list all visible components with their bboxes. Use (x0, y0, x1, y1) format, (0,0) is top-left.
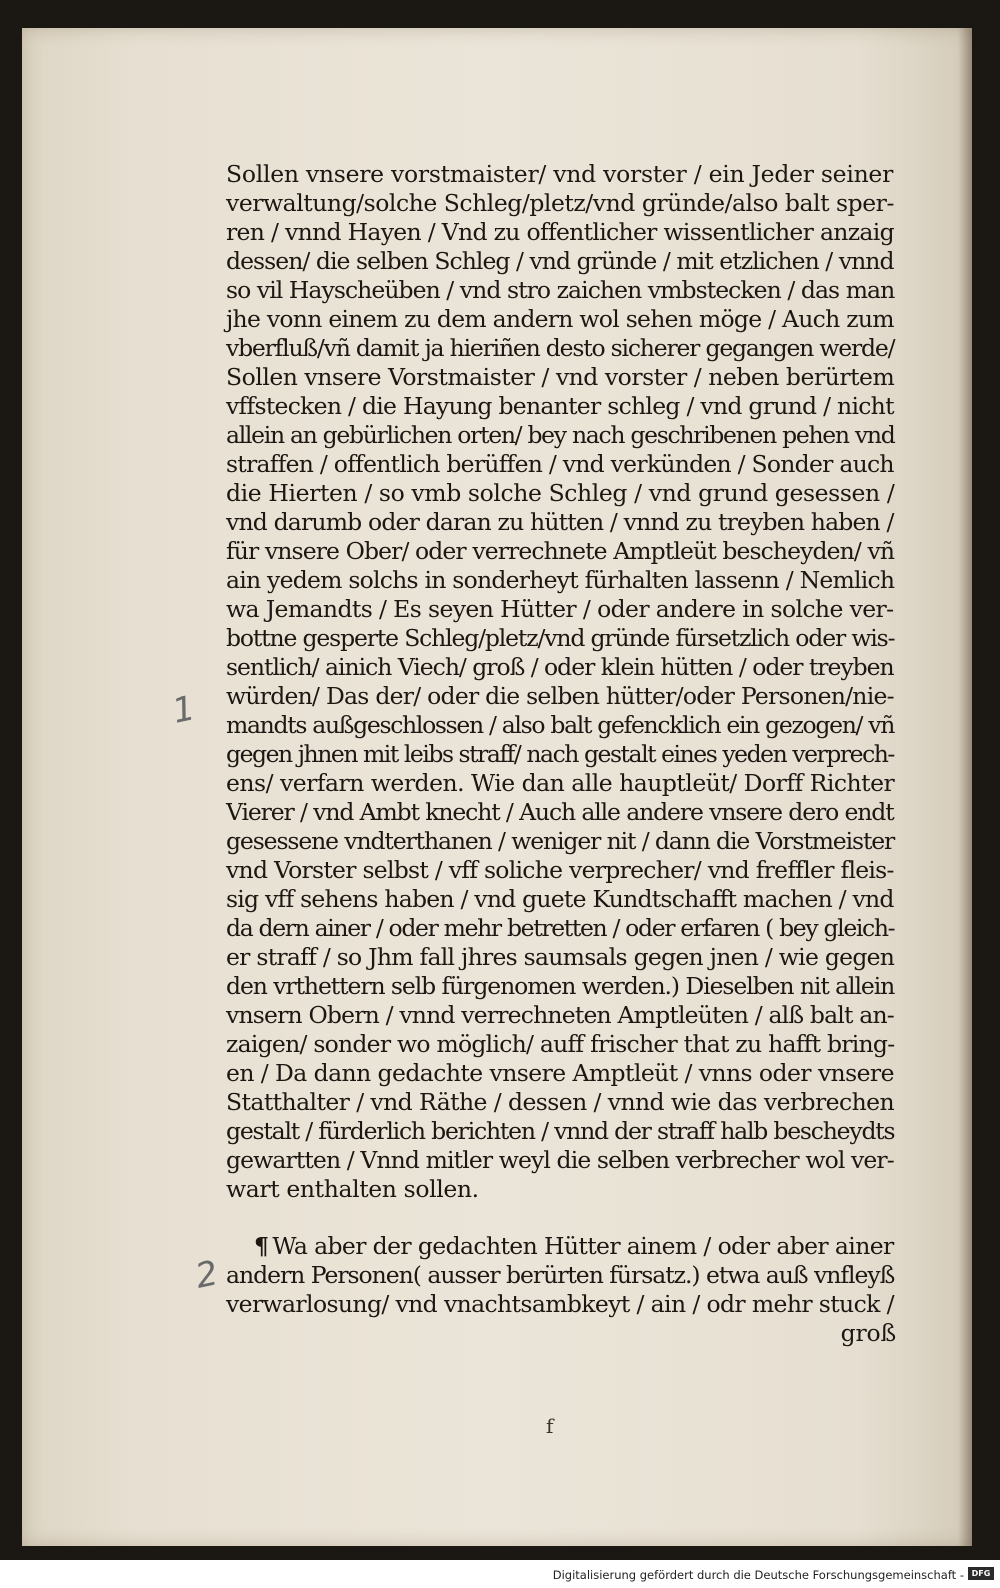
text-line: für vnsere Ober/ oder verrechnete Amptleüt bescheyden/ vñ (226, 537, 895, 565)
text-line: jhe vonn einem zu dem andern wol sehen möge / Auch zum (226, 305, 894, 333)
text-line: gesessene vndterthanen / weniger nit / dann die Vorstmeister (226, 827, 895, 855)
paragraph-2 (226, 1232, 898, 1319)
text-line: bottne gesperte Schleg/pletz/vnd gründe fürsetzlich oder wis- (226, 624, 895, 652)
text-line: vnd darumb oder daran zu hütten / vnnd zu treyben haben / (226, 508, 894, 536)
text-line: sentlich/ ainich Viech/ groß / oder klein hütten / oder treyben (226, 653, 894, 681)
text-line: mandts außgeschlossen / also balt gefencklich ein gezogen/ vñ (226, 711, 895, 739)
text-line: so vil Hayscheüben / vnd stro zaichen vmbstecken / das man (226, 276, 895, 304)
text-line: straffen / offentlich berüffen / vnd verkünden / Sonder auch (226, 450, 894, 478)
text-line: würden/ Das der/ oder die selben hütter/oder Personen/nie- (226, 682, 894, 710)
text-line: Statthalter / vnd Räthe / dessen / vnnd wie das verbrechen (226, 1088, 895, 1116)
text-line: gegen jhnen mit leibs straff/ nach gestalt eines yeden verprech- (226, 740, 894, 768)
text-block (226, 160, 898, 1348)
paragraph-1 (226, 160, 898, 1204)
footer-bar (0, 1560, 1000, 1588)
page-gutter-shadow (958, 28, 972, 1546)
pilcrow-mark: ¶ (254, 1232, 269, 1260)
dfg-logo: DFG (968, 1567, 994, 1580)
text-line: ens/ verfarn werden. Wie dan alle hauptleüt/ Dorff Richter (226, 769, 895, 797)
signature-mark: f (546, 1414, 554, 1438)
text-line: die Hierten / so vmb solche Schleg / vnd grund gesessen / (226, 479, 895, 507)
text-line: dessen/ die selben Schleg / vnd gründe / mit etzlichen / vnnd (226, 247, 894, 275)
text-line: wart enthalten sollen. (226, 1175, 479, 1203)
text-line: vberfluß/vñ damit ja hieriñen desto sicherer gegangen werde/ (226, 334, 895, 362)
text-line: vnd Vorster selbst / vff soliche verprecher/ vnd freffler fleis- (226, 856, 894, 884)
pencil-margin-mark-2: 2 (192, 1253, 222, 1297)
text-line: vnsern Obern / vnnd verrechneten Amptleüten / alß balt an- (226, 1001, 894, 1029)
text-line (226, 1232, 898, 1261)
text-line: ain yedem solchs in sonderheyt fürhalten lassenn / Nemlich (226, 566, 895, 594)
text-line: en / Da dann gedachte vnsere Amptleüt / vnns oder vnsere (226, 1059, 894, 1087)
pencil-margin-mark-1: 1 (169, 688, 199, 732)
text-line: Sollen vnsere Vorstmaister / vnd vorster / neben berürtem (226, 363, 895, 391)
text-line: ren / vnnd Hayen / Vnd zu offentlicher wissentlicher anzaig (226, 218, 894, 246)
text-line: Sollen vnsere vorstmaister/ vnd vorster / ein Jeder seiner (226, 160, 894, 188)
text-line: verwarlosung/ vnd vnachtsambkeyt / ain / odr mehr stuck / (226, 1290, 894, 1318)
text-line: gewartten / Vnnd mitler weyl die selben verbrecher wol ver- (226, 1146, 894, 1174)
text-line: allein an gebürlichen orten/ bey nach geschribenen pehen vnd (226, 421, 895, 449)
dfg-credit-text: Digitalisierung gefördert durch die Deutsche Forschungsgemeinschaft - (552, 1568, 964, 1582)
text-line: Vierer / vnd Ambt knecht / Auch alle andere vnsere dero endt (226, 798, 894, 826)
text-line: andern Personen( ausser berürten fürsatz.) etwa auß vnfleyß (226, 1261, 895, 1289)
text-line: da dern ainer / oder mehr betretten / oder erfaren ( bey gleich- (226, 914, 895, 942)
text-line: zaigen/ sonder wo möglich/ auff frischer that zu hafft bring- (226, 1030, 895, 1058)
text-line-content: Wa aber der gedachten Hütter ainem / oder aber ainer (272, 1232, 894, 1260)
text-line: gestalt / fürderlich berichten / vnnd der straff halb bescheydts (226, 1117, 895, 1145)
text-line: wa Jemandts / Es seyen Hütter / oder andere in solche ver- (226, 595, 894, 623)
text-line: er straff / so Jhm fall jhres saumsals gegen jnen / wie gegen (226, 943, 895, 971)
text-line: sig vff sehens haben / vnd guete Kundtschafft machen / vnd (226, 885, 894, 913)
text-line: verwaltung/solche Schleg/pletz/vnd gründe/also balt sper- (226, 189, 894, 217)
text-line: vffstecken / die Hayung benanter schleg / vnd grund / nicht (226, 392, 894, 420)
text-line: den vrthettern selb fürgenomen werden.) Dieselben nit allein (226, 972, 895, 1000)
catchword: groß (840, 1319, 896, 1347)
